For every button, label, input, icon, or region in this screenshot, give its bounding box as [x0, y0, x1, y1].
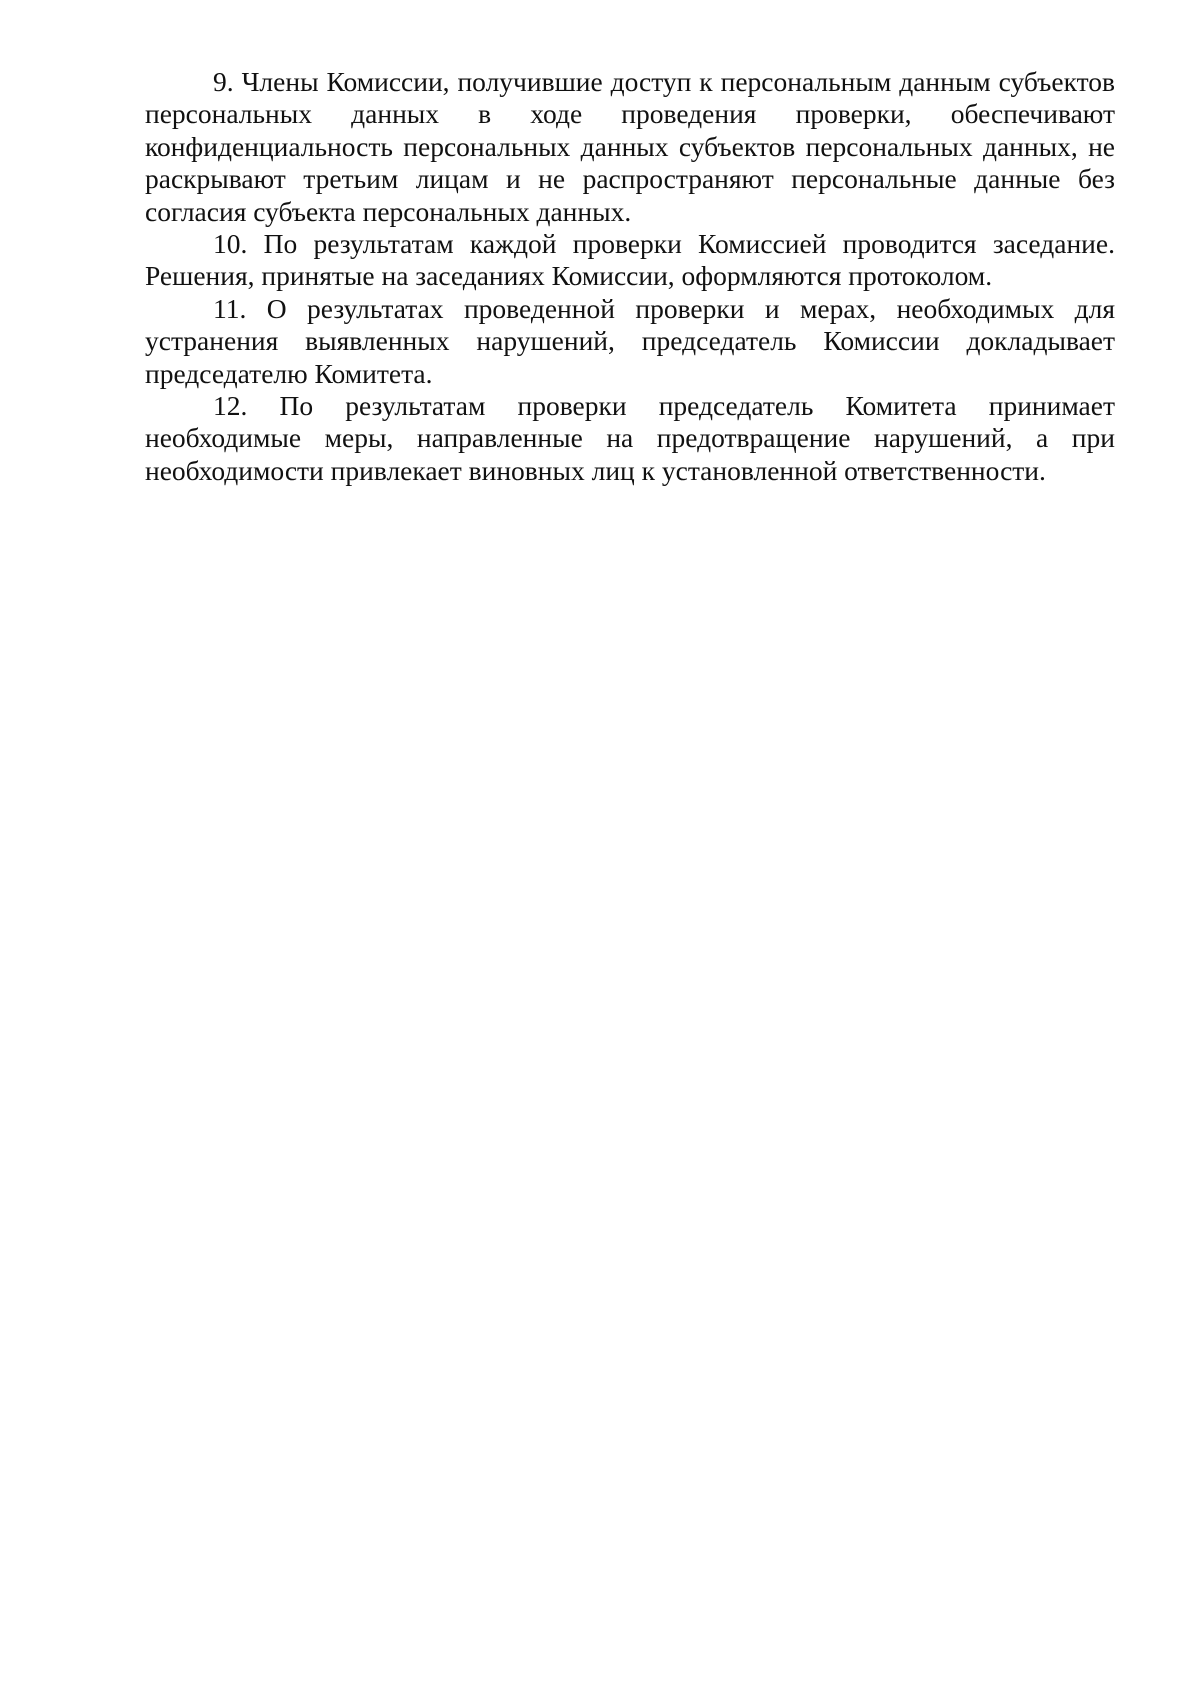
paragraph-10: 10. По результатам каждой проверки Комиссией проводится заседание. Решения, принятые на заседаниях Комиссии, оформляются протоколом.	[145, 228, 1115, 292]
paragraph-9: 9. Члены Комиссии, получившие доступ к персональным данным субъектов персональных данных в ходе проведения проверки, обеспечивают конфиденциальность персональных данных субъектов персональных данных, не раскрывают третьим лицам и не распространяют персональные данные без согласия субъекта персональных данных.	[145, 66, 1115, 227]
document-body	[145, 66, 1115, 487]
paragraph-11: 11. О результатах проведенной проверки и мерах, необходимых для устранения выявленных нарушений, председатель Комиссии докладывает председателю Комитета.	[145, 292, 1115, 389]
paragraph-12: 12. По результатам проверки председатель Комитета принимает необходимые меры, направленные на предотвращение нарушений, а при необходимости привлекает виновных лиц к установленной ответственности.	[145, 390, 1115, 486]
